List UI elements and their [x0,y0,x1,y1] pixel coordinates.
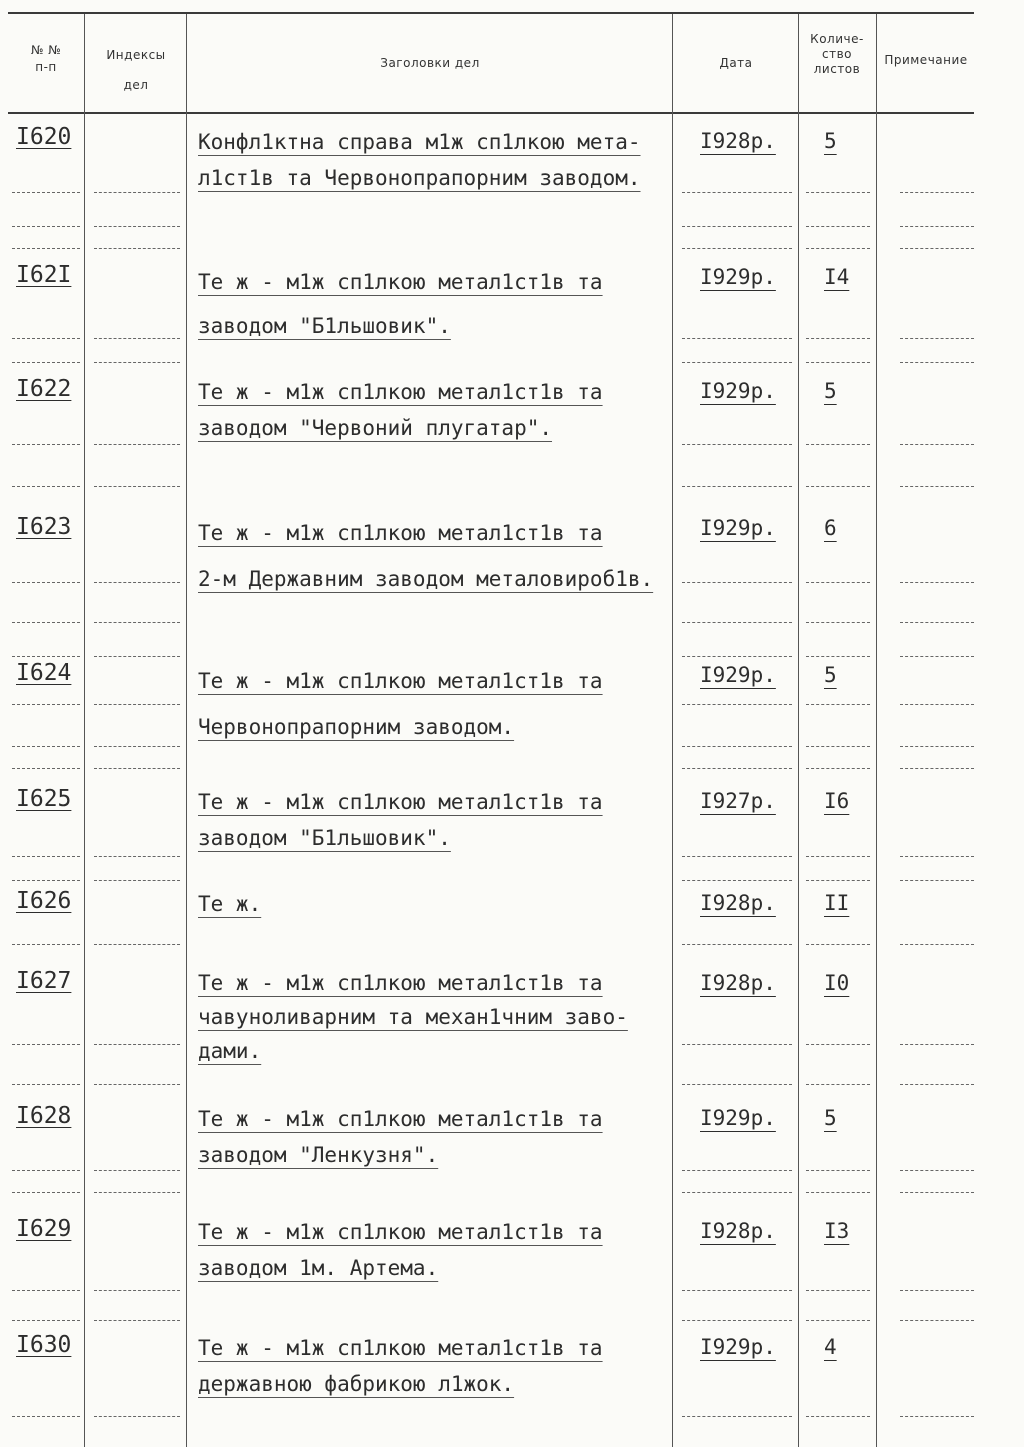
title-line: Конфл1ктна справа м1ж сп1лкою мета- [198,130,641,154]
guide-dash [900,768,974,769]
guide-dash [682,704,792,705]
guide-dash [94,1170,180,1171]
col-divider-5 [876,14,877,1447]
record-title [198,124,676,196]
guide-dash [12,582,80,583]
guide-dash [806,656,870,657]
title-line: Те ж - м1ж сп1лкою метал1ст1в та [198,669,603,693]
guide-dash [94,768,180,769]
guide-dash [12,704,80,705]
guide-dash [12,486,80,487]
record-sheets: 5 [824,129,837,153]
record-date: I928р. [700,1219,776,1243]
record-date: I929р. [700,379,776,403]
guide-dash [900,944,974,945]
title-line: Те ж - м1ж сп1лкою метал1ст1в та [198,270,603,294]
guide-dash [900,1170,974,1171]
guide-dash [682,582,792,583]
guide-dash [682,338,792,339]
record-title [198,1330,676,1402]
title-line: Те ж - м1ж сп1лкою метал1ст1в та [198,1336,603,1360]
guide-dash [806,192,870,193]
guide-dash [682,856,792,857]
guide-dash [682,248,792,249]
guide-dash [806,226,870,227]
guide-dash [900,1192,974,1193]
guide-dash [900,622,974,623]
title-line: державною фабрикою л1жок. [198,1372,515,1396]
guide-dash [806,768,870,769]
record-title [198,658,676,750]
record-title [198,260,676,348]
record-number: I625 [16,786,72,812]
guide-dash [94,880,180,881]
guide-dash [12,338,80,339]
guide-dash [900,362,974,363]
record-title [198,886,676,922]
record-number: I629 [16,1216,72,1242]
guide-dash [806,444,870,445]
guide-dash [94,338,180,339]
guide-dash [806,704,870,705]
record-sheets: I0 [824,971,850,995]
record-date: I929р. [700,1335,776,1359]
title-line: Те ж - м1ж сп1лкою метал1ст1в та [198,380,603,404]
guide-dash [900,486,974,487]
record-sheets: 4 [824,1335,837,1359]
guide-dash [94,1192,180,1193]
guide-dash [900,704,974,705]
guide-dash [94,746,180,747]
guide-dash [94,856,180,857]
title-line: л1ст1в та Червонопрапорним заводом. [198,166,641,190]
guide-dash [12,746,80,747]
record-date: I927р. [700,789,776,813]
title-line: Те ж. [198,892,262,916]
guide-dash [806,622,870,623]
guide-dash [806,1170,870,1171]
title-line: заводом "Ленкузня". [198,1143,439,1167]
record-number: I623 [16,514,72,540]
record-sheets: 6 [824,516,837,540]
record-sheets: I3 [824,1219,850,1243]
title-line: дами. [198,1039,262,1063]
guide-dash [900,880,974,881]
record-title [198,374,676,446]
guide-dash [806,1416,870,1417]
guide-dash [682,656,792,657]
record-date: I928р. [700,891,776,915]
guide-dash [12,1044,80,1045]
title-line: Те ж - м1ж сп1лкою метал1ст1в та [198,1220,603,1244]
guide-dash [94,1416,180,1417]
guide-dash [12,656,80,657]
guide-dash [900,226,974,227]
guide-dash [12,622,80,623]
guide-dash [682,768,792,769]
record-sheets: I4 [824,265,850,289]
record-number: I620 [16,124,72,150]
record-date: I929р. [700,1106,776,1130]
col-divider-4 [798,14,799,1447]
guide-dash [806,1192,870,1193]
title-line: заводом "Б1льшовик". [198,826,451,850]
guide-dash [900,1290,974,1291]
header-sheets: Количе- ство листов [810,32,864,76]
record-number: I630 [16,1332,72,1358]
guide-dash [806,856,870,857]
guide-dash [682,880,792,881]
title-line: Те ж - м1ж сп1лкою метал1ст1в та [198,521,603,545]
guide-dash [806,880,870,881]
title-line: Те ж - м1ж сп1лкою метал1ст1в та [198,1107,603,1131]
guide-dash [806,338,870,339]
title-line: 2-м Державним заводом металовироб1в. [198,567,654,591]
guide-dash [682,226,792,227]
record-number: I62I [16,262,72,288]
guide-dash [806,944,870,945]
guide-dash [94,1290,180,1291]
guide-dash [94,226,180,227]
guide-dash [94,656,180,657]
guide-dash [94,622,180,623]
guide-dash [900,338,974,339]
guide-dash [682,944,792,945]
record-sheets: I6 [824,789,850,813]
title-line: заводом 1м. Артема. [198,1256,439,1280]
guide-dash [682,1320,792,1321]
header-date: Дата [719,56,753,70]
col-divider-2 [186,14,187,1447]
guide-dash [12,1416,80,1417]
guide-dash [94,582,180,583]
guide-dash [806,1084,870,1085]
guide-dash [12,248,80,249]
record-date: I929р. [700,516,776,540]
header-index: Индексы дел [106,48,166,92]
guide-dash [682,486,792,487]
guide-dash [900,1044,974,1045]
guide-dash [12,192,80,193]
guide-dash [806,746,870,747]
guide-dash [12,1290,80,1291]
guide-dash [682,1290,792,1291]
guide-dash [900,444,974,445]
title-line: чавуноливарним та механ1чним заво- [198,1005,628,1029]
record-number: I624 [16,660,72,686]
record-date: I928р. [700,129,776,153]
guide-dash [806,1044,870,1045]
guide-dash [900,1416,974,1417]
guide-dash [806,1320,870,1321]
guide-dash [900,856,974,857]
record-sheets: 5 [824,663,837,687]
guide-dash [806,248,870,249]
record-date: I929р. [700,265,776,289]
guide-dash [806,582,870,583]
record-date: I928р. [700,971,776,995]
guide-dash [682,1170,792,1171]
record-number: I622 [16,376,72,402]
guide-dash [12,1320,80,1321]
guide-dash [94,248,180,249]
title-line: Те ж - м1ж сп1лкою метал1ст1в та [198,790,603,814]
guide-dash [806,486,870,487]
header-note: Примечание [884,53,968,67]
title-line: Червонопрапорним заводом. [198,715,515,739]
guide-dash [94,444,180,445]
guide-dash [900,192,974,193]
title-line: заводом "Червоний плугатар". [198,416,553,440]
guide-dash [12,1192,80,1193]
title-line: заводом "Б1льшовик". [198,314,451,338]
guide-dash [682,1084,792,1085]
guide-dash [94,486,180,487]
guide-dash [900,746,974,747]
record-title [198,966,676,1068]
header-number: № № п-п [30,43,62,74]
guide-dash [900,582,974,583]
guide-dash [12,880,80,881]
guide-dash [806,1290,870,1291]
guide-dash [12,1084,80,1085]
guide-dash [94,1084,180,1085]
guide-dash [682,1192,792,1193]
guide-dash [12,1170,80,1171]
guide-dash [682,622,792,623]
guide-dash [94,1320,180,1321]
record-date: I929р. [700,663,776,687]
guide-dash [682,1416,792,1417]
record-sheets: 5 [824,1106,837,1130]
guide-dash [900,1084,974,1085]
record-title [198,510,676,602]
guide-dash [682,362,792,363]
header-bottom-rule [8,112,974,114]
guide-dash [12,768,80,769]
guide-dash [12,362,80,363]
guide-dash [682,444,792,445]
top-rule [8,12,974,14]
guide-dash [682,746,792,747]
record-number: I628 [16,1103,72,1129]
record-number: I626 [16,888,72,914]
record-sheets: 5 [824,379,837,403]
guide-dash [94,362,180,363]
guide-dash [806,362,870,363]
header-title: Заголовки дел [380,56,480,70]
guide-dash [900,1320,974,1321]
title-line: Те ж - м1ж сп1лкою метал1ст1в та [198,971,603,995]
record-number: I627 [16,968,72,994]
guide-dash [94,192,180,193]
guide-dash [12,226,80,227]
guide-dash [94,704,180,705]
guide-dash [12,944,80,945]
guide-dash [682,192,792,193]
record-title [198,1214,676,1286]
guide-dash [682,1044,792,1045]
record-title [198,1101,676,1173]
guide-dash [900,656,974,657]
col-divider-1 [84,14,85,1447]
guide-dash [12,856,80,857]
guide-dash [900,248,974,249]
guide-dash [12,444,80,445]
record-sheets: II [824,891,850,915]
guide-dash [94,1044,180,1045]
guide-dash [94,944,180,945]
record-title [198,784,676,856]
